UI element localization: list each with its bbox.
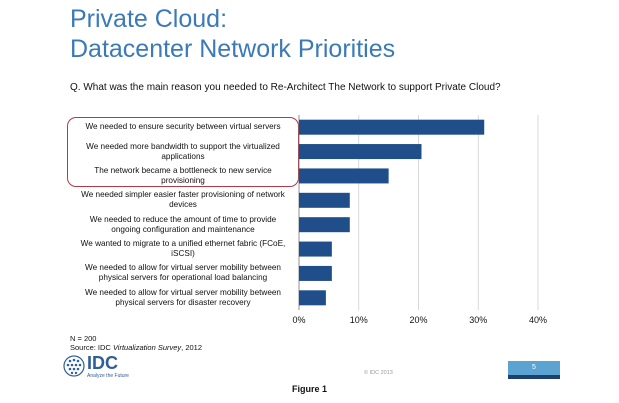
category-label-line: We needed to reduce the amount of time to provide (89, 214, 277, 224)
category-label-line: applications (161, 151, 205, 161)
category-label-line: physical servers for disaster recovery (115, 297, 251, 307)
page-footer-bar (508, 375, 560, 379)
category-label-line: ongoing configuration and maintenance (111, 224, 255, 234)
category-label-line: We needed to ensure security between virtual servers (85, 122, 281, 132)
x-tick-label: 0% (292, 315, 306, 325)
title-line-2: Datacenter Network Priorities (70, 35, 396, 63)
category-label-line: physical servers for operational load balancing (98, 273, 268, 283)
bar (299, 217, 350, 232)
bar (299, 290, 326, 305)
page-number: 5 (508, 361, 560, 375)
idc-logo (63, 355, 143, 381)
bar (299, 168, 389, 183)
logo-text: IDC (87, 353, 118, 373)
globe-icon (63, 355, 85, 377)
bar (299, 144, 421, 159)
category-label-line: We needed to allow for virtual server mobility between (85, 263, 281, 273)
category-label-line: devices (169, 200, 197, 210)
category-label-line: We needed to allow for virtual server mobility between (85, 287, 281, 297)
bar (299, 242, 332, 257)
bar (299, 193, 350, 208)
source-note (70, 343, 202, 352)
logo-tagline: Analyze the Future (87, 373, 129, 379)
category-label-line: provisioning (161, 175, 205, 185)
bar (299, 266, 332, 281)
survey-question: Q. What was the main reason you needed to Re-Architect The Network to support Private Cloud? (70, 82, 501, 93)
copyright: © IDC 2013 (364, 370, 393, 376)
category-label-line: We wanted to migrate to a unified ethernet fabric (FCoE, (80, 239, 286, 249)
category-label-line: The network became a bottleneck to new service (94, 165, 272, 175)
x-tick-label: 40% (528, 315, 548, 325)
category-label-line: iSCSI) (171, 249, 195, 259)
source-survey-name: Virtualization Survey (112, 343, 182, 352)
category-label-line: We needed simpler easier faster provisioning of network (81, 190, 285, 200)
title-line-1: Private Cloud: (70, 5, 228, 33)
source-prefix: Source: IDC (70, 343, 113, 352)
x-tick-label: 10% (349, 315, 368, 325)
x-tick-label: 20% (409, 315, 428, 325)
source-year: , 2012 (181, 343, 203, 352)
sample-size: N = 200 (70, 334, 97, 343)
x-tick-label: 30% (469, 315, 488, 325)
bar (299, 120, 484, 135)
category-label-line: We needed more bandwidth to support the virtualized (86, 141, 280, 151)
figure-caption: Figure 1 (291, 384, 327, 394)
